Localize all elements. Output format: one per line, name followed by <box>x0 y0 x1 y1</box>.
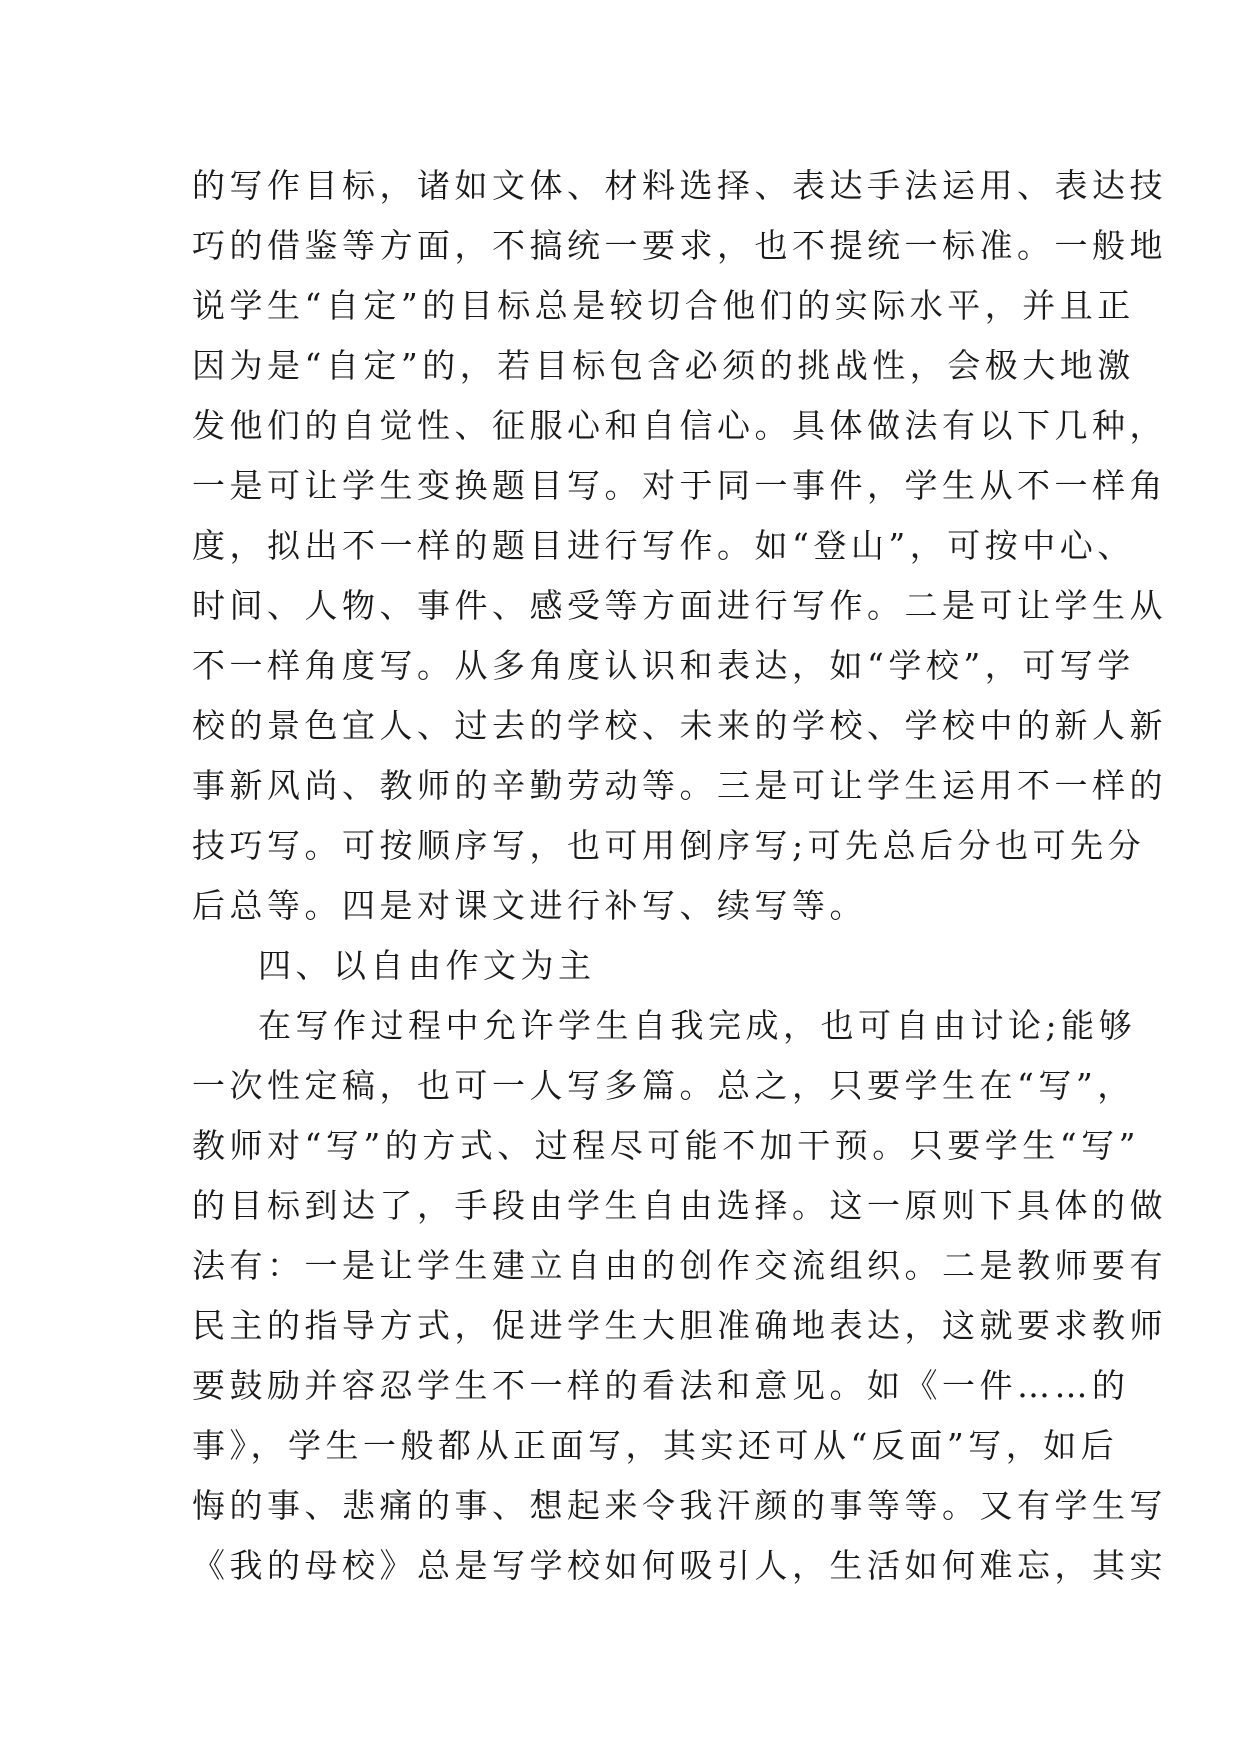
text-line: 的写作目标，诸如文体、材料选择、表达手法运用、表达技 <box>192 166 1167 205</box>
text-line: 因为是“自定”的，若目标包含必须的挑战性，会极大地激 <box>192 346 1135 385</box>
paragraph-first-line: 在写作过程中允许学生自我完成，也可自由讨论;能够 <box>258 1006 1137 1045</box>
document-body <box>192 156 1167 1596</box>
text-line: 技巧写。可按顺序写，也可用倒序写;可先总后分也可先分 <box>192 826 1146 865</box>
text-line: 要鼓励并容忍学生不一样的看法和意见。如《一件……的 <box>192 1366 1130 1405</box>
text-line: 事》，学生一般都从正面写，其实还可从“反面”写，如后 <box>192 1426 1119 1465</box>
text-line: 事新风尚、教师的辛勤劳动等。三是可让学生运用不一样的 <box>192 766 1167 805</box>
text-line: 一是可让学生变换题目写。对于同一事件，学生从不一样角 <box>192 466 1167 505</box>
text-line: 民主的指导方式，促进学生大胆准确地表达，这就要求教师 <box>192 1306 1167 1345</box>
text-line: 度，拟出不一样的题目进行写作。如“登山”，可按中心、 <box>192 526 1135 565</box>
text-line: 一次性定稿，也可一人写多篇。总之，只要学生在“写”， <box>192 1066 1135 1105</box>
text-line: 发他们的自觉性、征服心和自信心。具体做法有以下几种， <box>192 406 1167 445</box>
text-line: 巧的借鉴等方面，不搞统一要求，也不提统一标准。一般地 <box>192 226 1167 265</box>
section-heading: 四、以自由作文为主 <box>258 946 596 985</box>
text-line: 后总等。四是对课文进行补写、续写等。 <box>192 886 867 925</box>
text-line: 不一样角度写。从多角度认识和表达，如“学校”，可写学 <box>192 646 1135 685</box>
text-line: 悔的事、悲痛的事、想起来令我汗颜的事等等。又有学生写 <box>192 1486 1167 1525</box>
text-line: 法有：一是让学生建立自由的创作交流组织。二是教师要有 <box>192 1246 1167 1285</box>
text-line: 教师对“写”的方式、过程尽可能不加干预。只要学生“写” <box>192 1126 1140 1165</box>
text-line: 说学生“自定”的目标总是较切合他们的实际水平，并且正 <box>192 286 1135 325</box>
text-line: 《我的母校》总是写学校如何吸引人，生活如何难忘，其实 <box>192 1546 1167 1585</box>
text-line: 校的景色宜人、过去的学校、未来的学校、学校中的新人新 <box>192 706 1167 745</box>
text-line: 时间、人物、事件、感受等方面进行写作。二是可让学生从 <box>192 586 1167 625</box>
text-line: 的目标到达了，手段由学生自由选择。这一原则下具体的做 <box>192 1186 1167 1225</box>
